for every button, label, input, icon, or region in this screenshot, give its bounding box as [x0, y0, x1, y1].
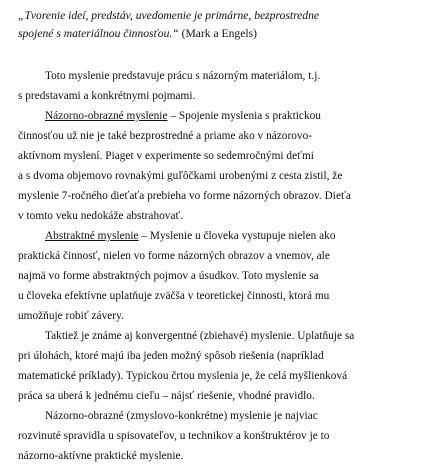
paragraph-3-line-1 — [45, 226, 335, 246]
paragraph-2-line-1-rest: – Spojenie myslenia s praktickou — [167, 110, 321, 122]
paragraph-2-line-6: v tomto veku nedokáže abstrahovať. — [18, 210, 184, 222]
paragraph-2-line-1 — [45, 106, 321, 126]
paragraph-3-line-2: praktická činnosť, nielen vo forme názorných obrazov a vnemov, ale — [18, 250, 330, 262]
quote-text-2: spojené s materiálnou činnosťou.“ — [18, 27, 179, 40]
quote-block — [18, 7, 423, 43]
paragraph-3-line-4: u človeka efektívne uplatňuje zväčša v teoretickej činnosti, ktorá mu — [18, 290, 330, 302]
quote-line-2 — [18, 25, 423, 43]
paragraph-1-line-1: Toto myslenie predstavuje prácu s názorným materiálom, t.j. — [45, 70, 321, 82]
paragraph-2-line-5: myslenie 7-ročného dieťaťa prebieha vo forme názorných obrazov. Dieťa — [18, 190, 351, 202]
term-nazorno-obrazne-myslenie: Názorno-obrazné myslenie — [45, 110, 168, 122]
paragraph-1-line-2: s predstavami a konkrétnymi pojmami. — [18, 90, 196, 102]
quote-attribution: (Mark a Engels) — [178, 27, 257, 40]
paragraph-3-line-5: umožňuje robiť závery. — [18, 310, 124, 322]
paragraph-5-line-2: rozvinuté spravidla u spisovateľov, u technikov a konštruktérov je to — [18, 430, 330, 442]
paragraph-2-line-2: činnosťou už nie je také bezprostredné a priame ako v názorovo- — [18, 130, 313, 142]
paragraph-5-line-1: Názorno-obrazné (zmyslovo-konkrétne) myslenie je najviac — [45, 410, 318, 422]
paragraph-3-line-3: najmä vo forme abstraktných pojmov a úsudkov. Toto myslenie sa — [18, 270, 319, 282]
quote-text-1: „Tvorenie ideí, predstáv, uvedomenie je primárne, bezprostredne — [18, 9, 320, 22]
paragraph-5-line-3: názorno-aktívne praktické myslenie. — [18, 450, 184, 462]
paragraph-2-line-3: aktívnom myslení. Piaget v experimente so sedemročnými deťmi — [18, 150, 314, 162]
paragraph-2-line-4: a s dvoma objemovo rovnakými guľôčkami urobenými z cesta zistil, že — [18, 170, 343, 182]
term-abstraktne-myslenie: Abstraktné myslenie — [45, 230, 139, 242]
paragraph-4-line-3: matematické príklady). Typickou črtou myslenia je, že celá myšlienková — [18, 370, 348, 382]
paragraph-4-line-4: práca sa uberá k jednému cieľu – nájsť riešenie, vhodné pravidlo. — [18, 390, 315, 402]
paragraph-4-line-2: pri úlohách, ktoré majú iba jeden možný spôsob riešenia (napríklad — [18, 350, 324, 362]
paragraph-3-line-1-rest: – Myslenie u človeka vystupuje nielen ako — [138, 230, 336, 242]
quote-line-1 — [18, 7, 423, 25]
paragraph-4-line-1: Taktiež je známe aj konvergentné (zbiehavé) myslenie. Uplatňuje sa — [45, 330, 355, 342]
